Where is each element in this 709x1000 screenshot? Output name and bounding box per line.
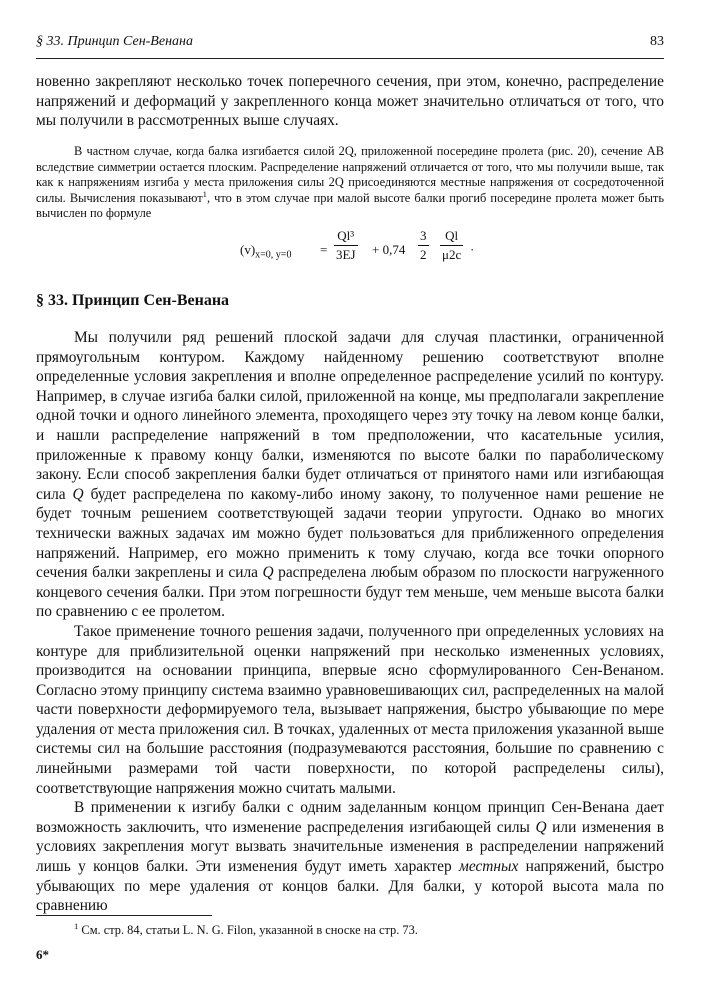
formula-lhs-subscript: x=0, y=0 [255, 249, 292, 261]
small-print-text [36, 144, 664, 222]
formula-end-dot: · [470, 242, 475, 257]
footnote [74, 920, 664, 938]
small-print-text-b: , что в этом случае при малой высоте балки прогиб посередине пролета может быть вычислен по формуле [36, 190, 664, 221]
paragraph-1-italic-q1: Q [72, 485, 84, 503]
fraction-2-denominator: 2 [420, 247, 427, 262]
formula-fraction-1 [334, 228, 358, 263]
fraction-1-numerator: Ql³ [337, 228, 355, 243]
formula-coefficient: + 0,74 [372, 242, 406, 257]
paragraph-3-part-b: или изменения в условиях закрепления могут вызвать значительные изменения в распределении напряжений лишь у концов балки. Эти изменения будут иметь характер [36, 818, 664, 876]
formula-fraction-3 [440, 228, 463, 263]
running-head [36, 34, 664, 54]
fraction-1-denominator: 3EJ [336, 247, 356, 262]
footnote-mark: 1 [74, 920, 79, 931]
paragraph-1-italic-q2: Q [262, 564, 274, 582]
paragraph-3-part-c: напряжений, быстро убывающих по мере удаления от концов балки. Для балки, у которой высота мала по сравнению [36, 858, 664, 915]
fraction-3-numerator: Ql [445, 228, 459, 243]
paragraph-3-italic-local: местных [459, 858, 519, 876]
small-print-paragraph [36, 144, 664, 222]
intro-paragraph [36, 72, 664, 131]
small-print-text-a: В частном случае, когда балка изгибается силой 2Q, приложенной посередине пролета (рис. 20), сечение AB вследствие симметрии остается плоским. Распределение напряжений отличается от того, что мы получили выше, так как к напряжениям изгиба у места приложения силы 2Q присоединяются местные напряжения от сосредоточенной силы. Вычисления показывают [36, 144, 664, 205]
fraction-3-bar [440, 245, 463, 246]
paragraph-3-part-a: В применении к изгибу балки с одним заделанным концом принцип Сен-Венана дает возможность заключить, что изменение распределения изгибающей силы [36, 799, 664, 836]
footnote-text: См. стр. 84, статьи L. N. G. Filon, указанной в сноске на стр. 73. [78, 923, 418, 937]
formula-equals: = [320, 242, 328, 257]
formula-fraction-2 [418, 228, 429, 263]
paragraph-1-part-a: Мы получили ряд решений плоской задачи для случая пластинки, ограниченной прямоугольным контуром. Каждому найденному решению соответствуют вполне определенные условия закрепления и вполне определенное распределение усилий по контуру. Например, в случае изгиба балки силой, приложенной на конце, мы предполагали закрепление одной точки и одного линейного элемента, проходящего через эту точку на левом конце балки, и нашли распределение напряжений в том предположении, что касательные усилия, приложенные к правому концу балки, изменяются по высоте балки по параболическому закону. Если способ закрепления балки будет отличаться от принятого нами или изгибающая сила [36, 329, 664, 503]
footnote-ref: 1 [202, 188, 207, 199]
section-heading: § 33. Принцип Сен-Венана [36, 292, 230, 309]
footnote-rule [36, 915, 212, 916]
running-head-title: § 33. Принцип Сен-Венана [36, 34, 193, 49]
header-rule [36, 58, 664, 59]
fraction-2-bar [418, 245, 429, 246]
signature-mark: 6* [36, 947, 49, 962]
intro-paragraph-text: новенно закрепляют несколько точек поперечного сечения, при этом, конечно, распределение напряжений и деформаций у закрепленного конца может значительно отличаться от того, что мы получили в рассмотренных выше случаях. [36, 73, 664, 130]
paragraph-3 [36, 798, 664, 916]
fraction-3-denominator: μ2c [442, 247, 462, 262]
paragraph-1 [36, 328, 664, 622]
fraction-2-numerator: 3 [420, 228, 427, 243]
formula-lhs-v: (v) [240, 242, 256, 257]
main-text [36, 328, 664, 916]
fraction-1-bar [334, 245, 358, 246]
paragraph-2: Такое применение точного решения задачи, полученного при определенных условиях на контуре для приблизительной оценки напряжений при несколько измененных условиях, производится на основании принципа, впервые ясно сформулированного Сен-Венаном. Согласно этому принципу система взаимно уравновешивающих сил, распределенных на малой части поверхности деформируемого тела, вызывает напряжения, быстро убывающие по мере удаления от места приложения сил. В точках, удаленных от места приложения указанной выше системы сил на большие расстояния (подразумеваются расстояния, большие по сравнению с линейными размерами той части поверхности, по которой распределены силы), соответствующие напряжения можно считать малыми. [36, 622, 664, 797]
paragraph-1-part-b: будет распределена по какому-либо иному закону, то полученное нами решение не будет точным решением соответствующей задачи теории упругости. Однако во многих технически важных задачах им можно будет пользоваться для приближенного определения напряжений. Например, его можно применить к тому случаю, когда все точки опорного сечения балки закреплены и сила [36, 485, 664, 582]
page-number: 83 [650, 34, 664, 49]
paragraph-1-part-c: распределена любым образом по плоскости нагруженного концевого сечения балки. При этом погрешности будут тем меньше, чем меньше высота балки по сравнению с ее пролетом. [36, 564, 664, 621]
paragraph-3-italic-q: Q [535, 818, 547, 836]
formula-lhs [240, 242, 291, 261]
